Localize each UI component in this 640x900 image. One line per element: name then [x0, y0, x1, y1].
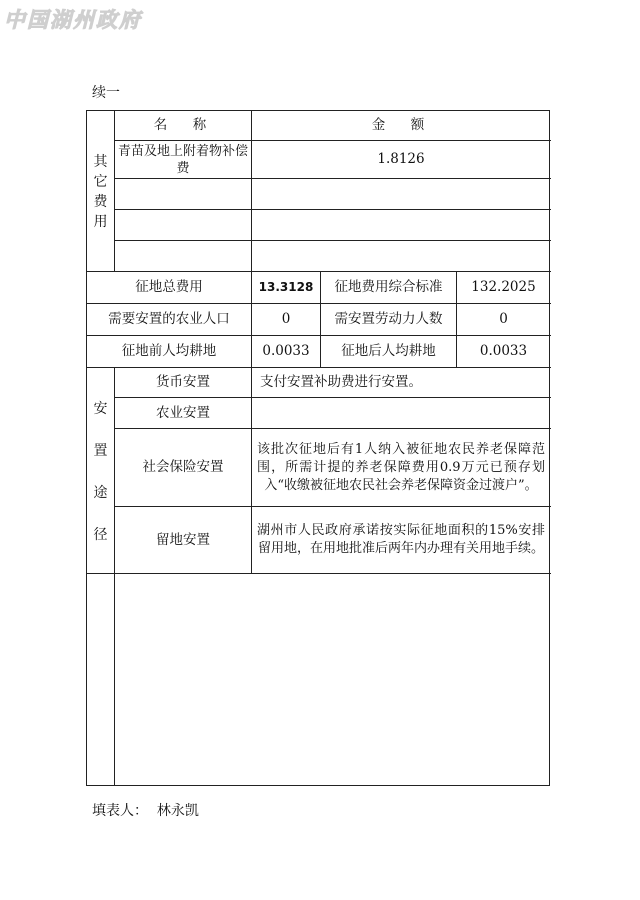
- total-fee-label: 征地总费用: [135, 279, 203, 295]
- resettle-label-monetary: 货币安置: [156, 374, 210, 390]
- header-name: 名 称: [153, 117, 213, 133]
- other-fee-name-1: 青苗及地上附着物补偿费: [117, 143, 248, 176]
- resettle-label-agricultural: 农业安置: [156, 404, 210, 421]
- standard-value: 132.2025: [471, 279, 536, 295]
- resettlement-section-label: 安 置 途 径: [93, 400, 108, 543]
- land-acquisition-form: [86, 110, 550, 786]
- filler-label: 填表人：: [92, 803, 148, 819]
- resettle-label-social-insurance: 社会保险安置: [142, 459, 224, 475]
- labor-value: 0: [499, 311, 508, 327]
- resettle-text-monetary: 支付安置补助费进行安置。: [260, 374, 422, 390]
- resettle-text-agricultural: [252, 398, 550, 428]
- resettle-label-reserved-land: 留地安置: [156, 531, 210, 548]
- other-fee-amount-1: 1.8126: [377, 151, 425, 167]
- before-land-value: 0.0033: [262, 343, 310, 359]
- other-fees-section-label: 其 它 费 用: [93, 154, 108, 230]
- after-land-value: 0.0033: [479, 343, 528, 359]
- before-land-label: 征地前人均耕地: [121, 343, 217, 359]
- watermark-logo: 中国湖州政府: [4, 7, 142, 32]
- header-amount: 金 额: [371, 117, 431, 133]
- resettle-pop-label: 需要安置的农业人口: [108, 311, 230, 327]
- total-fee-value: 13.3128: [258, 280, 314, 294]
- filler-name: 林永凯: [156, 803, 199, 819]
- resettle-pop-value: 0: [281, 311, 291, 327]
- after-land-label: 征地后人均耕地: [341, 343, 436, 359]
- resettle-text-social-insurance: 该批次征地后有1人纳入被征地农民养老保障范围，所需计提的养老保障费用0.9万元已预存划入“收缴被征地农民社会养老保障资金过渡户”。: [257, 441, 545, 493]
- continued-label: 续一: [92, 85, 120, 101]
- resettle-text-reserved-land: 湖州市人民政府承诺按实际征地面积的15%安排留用地，在用地批准后两年内办理有关用地手续。: [257, 523, 545, 556]
- filler-signature-line: [92, 800, 199, 820]
- standard-label: 征地费用综合标准: [334, 279, 443, 295]
- labor-label: 需安置劳动力人数: [334, 311, 443, 327]
